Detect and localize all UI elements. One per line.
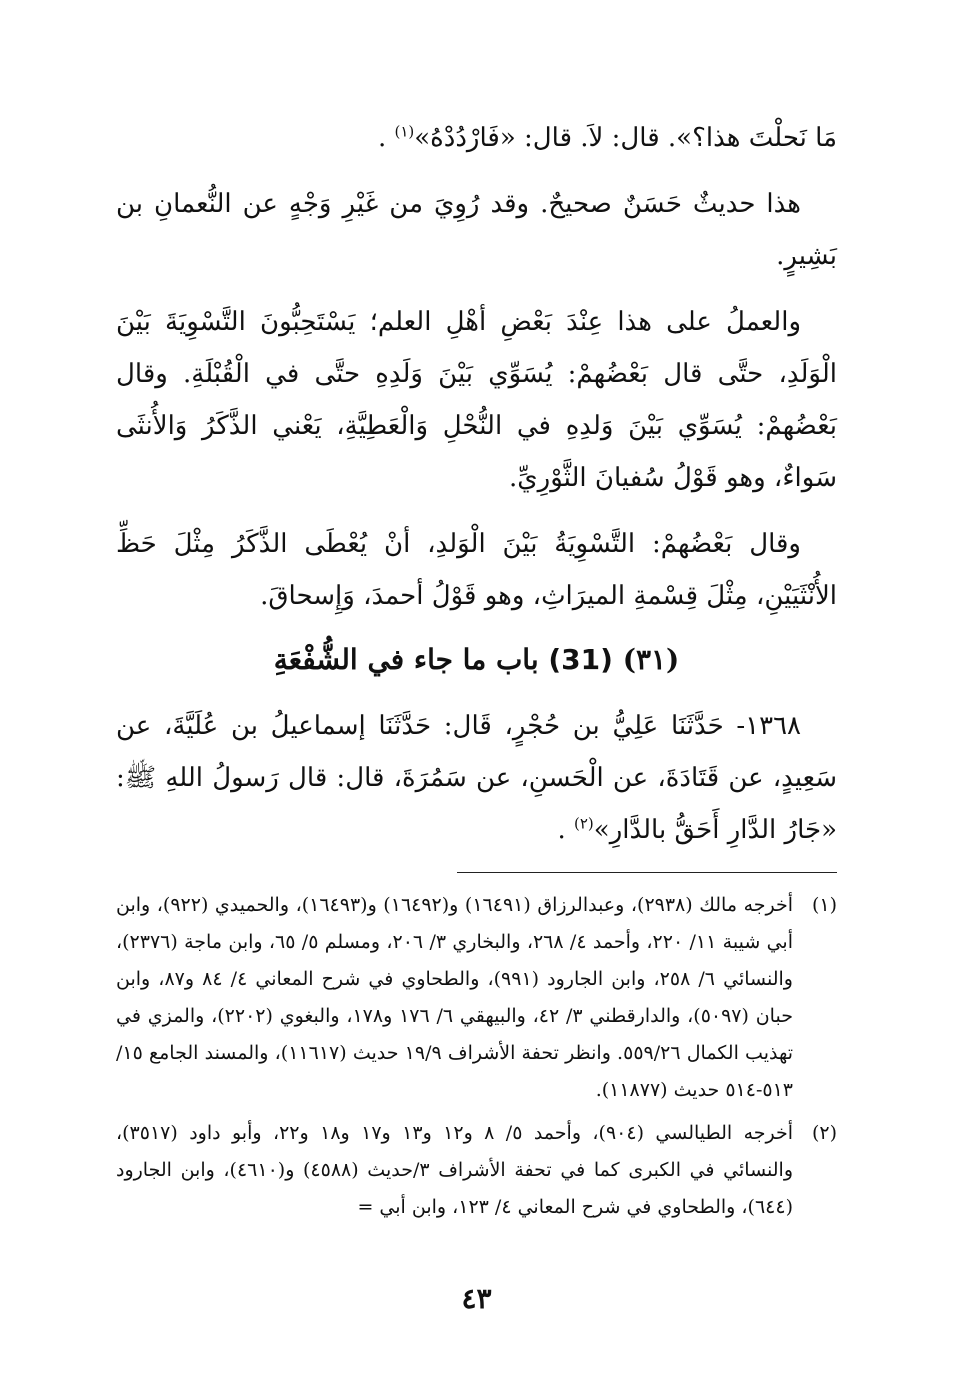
main-text bbox=[116, 112, 837, 856]
footnote-1 bbox=[116, 887, 837, 1109]
hadith-paragraph: ١٣٦٨- حَدَّثَنَا عَلِيُّ بن حُجْرٍ، قَال: حَدَّثَنَا إسماعيلُ بن عُلَيَّةَ، عن سَعِيدٍ، عن قَتَادَةَ، عن الْحَسنِ، عن سَمُرَةَ، قال: قال رَسولُ اللهِ ﷺ: «جَارُ الدَّارِ أَحَقُّ بالدَّارِ»$^{(٢)}$ . bbox=[116, 711, 837, 845]
footnote-2-mark: (٢) bbox=[811, 1122, 837, 1144]
footnote-ref-2: (٢) bbox=[574, 814, 594, 833]
chapter-title: باب ما جاء في الشُّفْعَةِ bbox=[273, 643, 539, 676]
chapter-number-latin: (31) bbox=[548, 643, 613, 676]
hadith-text: ١٣٦٨- حَدَّثَنَا عَلِيُّ بن حُجْرٍ، قَال: حَدَّثَنَا إسماعيلُ بن عُلَيَّةَ، عن سَعِيدٍ، عن قَتَادَةَ، عن الْحَسنِ، عن سَمُرَةَ، قال: قال رَسولُ اللهِ ﷺ: «جَارُ الدَّارِ أَحَقُّ بالدَّارِ» bbox=[116, 711, 837, 845]
paragraph-3: والعملُ على هذا عِنْدَ بَعْضِ أهْلِ العلم؛ يَسْتَحِبُّونَ التَّسْوِيَةَ بَيْنَ الْوَلَدِ، حتَّى قال بَعْضُهمْ: يُسَوِّي بَيْنَ وَلَدِهِ حتَّى في الْقُبْلَةِ. وقال بَعْضُهمْ: يُسَوِّي بَيْنَ وَلدِهِ في النُّحْلِ وَالْعَطِيَّةِ، يَعْني الذَّكَرُ وَالأُنثَى سَواءٌ، وهو قَوْلُ سُفيانَ الثَّوْرِيِّ. bbox=[116, 307, 837, 493]
paragraph-2: هذا حديثٌ حَسَنٌ صحيحٌ. وقد رُوِيَ من غَيْرِ وَجْهٍ عن النُّعمانِ بن بَشِيرٍ. bbox=[116, 189, 837, 271]
footnote-1-mark: (١) bbox=[811, 894, 837, 916]
chapter-heading bbox=[116, 634, 837, 686]
footnotes bbox=[116, 887, 837, 1226]
paragraph-1-text: مَا نَحلْتَ هذا؟». قال: لاَ. قال: «فَارْدُدْهُ» bbox=[414, 123, 837, 153]
paragraph-1: مَا نَحلْتَ هذا؟». قال: لاَ. قال: «فَارْدُدْهُ»$^{(١)}$ . bbox=[377, 122, 837, 153]
footnote-separator bbox=[457, 872, 837, 873]
footnote-2-text: أخرجه الطيالسي (٩٠٤)، وأحمد ٥/ ٨ و١٢ و١٣ و١٧ و١٨ و٢٢، وأبو داود (٣٥١٧)، والنسائي في الكبرى كما في تحفة الأشراف ٣/حديث (٤٥٨٨) و(٤٦١٠)، وابن الجارود (٦٤٤)، والطحاوي في شرح المعاني ٤/ ١٢٣، وابن أبي = bbox=[116, 1122, 794, 1218]
chapter-number-arabic: (٣١) bbox=[622, 643, 680, 676]
footnote-2 bbox=[116, 1115, 837, 1226]
footnote-1-text: أخرجه مالك (٢٩٣٨)، وعبدالرزاق (١٦٤٩١) و(١٦٤٩٢) و(١٦٤٩٣)، والحميدي (٩٢٢)، وابن أبي شيبة ١١/ ٢٢٠، وأحمد ٤/ ٢٦٨، والبخاري ٣/ ٢٠٦، ومسلم ٥/ ٦٥، وابن ماجة (٢٣٧٦)، والنسائي ٦/ ٢٥٨، وابن الجارود (٩٩١)، والطحاوي في شرح المعاني ٤/ ٨٤ و٨٧، وابن حبان (٥٠٩٧)، والدارقطني ٣/ ٤٢، والبيهقي ٦/ ١٧٦ و١٧٨، والبغوي (٢٢٠٢)، والمزي في تهذيب الكمال ٥٥٩/٢٦. وانظر تحفة الأشراف ١٩/٩ حديث (١١٦١٧)، والمسند الجامع ١٥/ ٥١٣-٥١٤ حديث (١١٨٧٧). bbox=[116, 894, 794, 1101]
paragraph-4: وقال بَعْضُهمْ: التَّسْوِيَةُ بَيْنَ الْوَلدِ، أنْ يُعْطَى الذَّكَرُ مِثْلَ حَظِّ الأُنْثَيَيْنِ، مِثْلَ قِسْمةِ الميرَاثِ، وهو قَوْلُ أحمدَ، وَإِسحاقَ. bbox=[116, 529, 837, 611]
page-number: ٤٣ bbox=[461, 1282, 492, 1315]
footnote-ref-1: (١) bbox=[394, 122, 415, 141]
